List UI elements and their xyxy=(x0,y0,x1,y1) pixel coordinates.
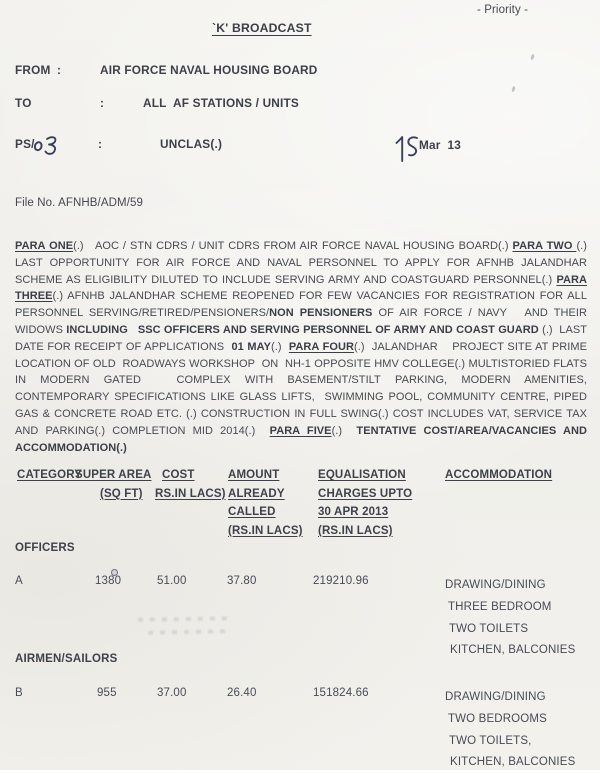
row-b-cost: 37.00 xyxy=(157,687,187,699)
date-text: Mar 13 xyxy=(419,138,462,152)
row-b-amount-called: 26.40 xyxy=(227,687,257,699)
ps-colon: : xyxy=(98,137,103,151)
file-number: File No. AFNHB/ADM/59 xyxy=(15,197,143,209)
pen-mark-over-area xyxy=(111,569,118,576)
row-a-super-area: 1380 xyxy=(95,575,122,587)
row-a-accommodation: DRAWING/DINING THREE BEDROOM TWO TOILETS KITCHEN, BALCONIES xyxy=(445,579,576,657)
handwritten-date-day xyxy=(392,134,420,168)
row-b-super-area: 955 xyxy=(97,687,117,699)
handwritten-ps-number xyxy=(29,130,63,160)
col-header-amount: AMOUNT ALREADY CALLED (RS.IN LACS) xyxy=(228,469,303,537)
col-header-equalisation: EQUALISATION CHARGES UPTO 30 APR 2013 (RS.IN LACS) xyxy=(318,469,413,537)
body-paragraph: PARA ONE(.) AOC / STN CDRS / UNIT CDRS FROM AIR FORCE NAVAL HOUSING BOARD(.) PARA TWO (.) LAST OPPORTUNITY FOR AIR FORCE AND NAVAL PERSONNEL TO APPLY FOR AFNHB JALANDHAR SCHEME AS ELIGIBILITY DILUTED TO INCLUDE SERVING ARMY AND COASTGUARD PERSONNEL(.) PARA THREE(.) AFNHB JALANDHAR SCHEME REOPENED FOR FEW VACANCIES FOR REGISTRATION FOR ALL PERSONNEL SERVING/RETIRED/PENSIONERS/NON PENSIONERS OF AIR FORCE / NAVY AND THEIR WIDOWS INCLUDING SSC OFFICERS AND SERVING PERSONNEL OF ARMY AND COAST GUARD (.) LAST DATE FOR RECEIPT OF APPLICATIONS 01 MAY(.) PARA FOUR(.) JALANDHAR PROJECT SITE AT PRIME LOCATION OF OLD ROADWAYS WORKSHOP ON NH-1 OPPOSITE HMV COLLEGE(.) MULTISTORIED FLATS IN MODERN GATED COMPLEX WITH BASEMENT/STILT PARKING, MODERN AMENITIES, CONTEMPORARY SPECIFICATIONS LIKE GLASS LIFTS, SWIMMING POOL, COMMUNITY CENTRE, PIPED GAS & CONCRETE ROAD ETC. (.) CONSTRUCTION IN FULL SWING(.) COST INCLUDES VAT, SERVICE TAX AND PARKING(.) COMPLETION MID 2014(.) PARA FIVE(.) TENTATIVE COST/AREA/VACANCIES AND ACCOMMODATION(.) xyxy=(15,240,588,454)
priority-marking: - Priority - xyxy=(477,4,529,16)
from-value: AIR FORCE NAVAL HOUSING BOARD xyxy=(100,63,318,77)
from-colon: : xyxy=(57,63,62,77)
group-label-officers: OFFICERS xyxy=(15,542,75,554)
scan-bleed-through xyxy=(138,616,238,644)
from-label: FROM xyxy=(15,63,51,77)
scan-speck xyxy=(530,54,535,61)
group-label-airmen-sailors: AIRMEN/SAILORS xyxy=(15,653,118,665)
row-b-category: B xyxy=(15,687,23,699)
scan-speck xyxy=(511,86,516,93)
row-b-accommodation: DRAWING/DINING TWO BEDROOMS TWO TOILETS, KITCHEN, BALCONIES xyxy=(445,691,576,769)
row-a-category: A xyxy=(15,575,23,587)
row-a-amount-called: 37.80 xyxy=(227,575,257,587)
ps-label: PS/ xyxy=(15,137,35,151)
to-colon: : xyxy=(100,96,105,110)
row-a-cost: 51.00 xyxy=(157,575,187,587)
to-label: TO xyxy=(15,96,32,110)
col-header-accommodation: ACCOMMODATION xyxy=(445,469,553,481)
to-value: ALL AF STATIONS / UNITS xyxy=(143,96,299,110)
page-title: `K' BROADCAST xyxy=(212,21,312,35)
col-header-cost: COST RS.IN LACS) xyxy=(155,469,226,500)
col-header-category: CATEGORY xyxy=(17,469,83,481)
classification-text: UNCLAS(.) xyxy=(160,137,223,151)
row-b-equalisation-charges: 151824.66 xyxy=(313,687,369,699)
row-a-equalisation-charges: 219210.96 xyxy=(313,575,369,587)
col-header-super-area: SUPER AREA (SQ FT) xyxy=(75,469,152,500)
